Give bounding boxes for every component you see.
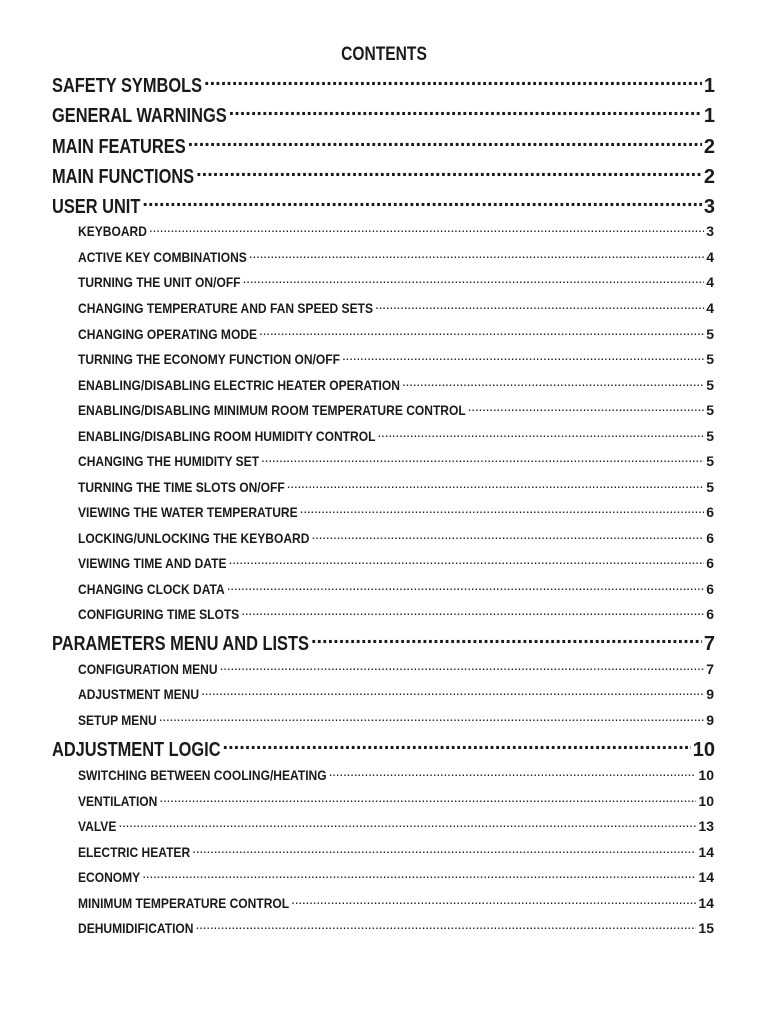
toc-page-number: 5 [706,453,714,469]
toc-section-entry [52,102,715,128]
toc-entry-label: DEHUMIDIFICATION [78,920,194,936]
toc-subsection-entry [78,711,714,728]
dot-leader [241,605,704,619]
toc-entry-label: VALVE [78,818,117,834]
toc-page-number: 10 [698,793,714,809]
toc-subsection-entry [78,452,714,469]
toc-page-number: 10 [692,739,715,761]
toc-section-entry [52,193,715,219]
dot-leader [468,401,704,415]
toc-entry-label: SAFETY SYMBOLS [52,75,203,97]
toc-page-number: 14 [698,895,714,911]
toc-entry-label: TURNING THE UNIT ON/OFF [78,274,241,290]
toc-page-number: 6 [706,606,714,622]
page-title: CONTENTS [341,44,427,65]
toc-entry-label: VIEWING TIME AND DATE [78,555,227,571]
toc-entry-label: TURNING THE TIME SLOTS ON/OFF [78,479,285,495]
toc-entry-label: ADJUSTMENT LOGIC [52,739,221,761]
toc-page-number: 3 [706,223,714,239]
toc-page-number: 3 [703,196,715,218]
dot-leader [342,350,704,364]
toc-entry-label: LOCKING/UNLOCKING THE KEYBOARD [78,530,310,546]
toc-subsection-entry [78,325,714,342]
toc-subsection-entry [78,919,714,936]
toc-page-number: 5 [706,351,714,367]
toc-subsection-entry [78,529,714,546]
toc-page-number: 10 [698,767,714,783]
toc-entry-label: GENERAL WARNINGS [52,105,227,127]
toc-entry-label: CONFIGURATION MENU [78,661,218,677]
toc-entry-label: ENABLING/DISABLING ELECTRIC HEATER OPERATION [78,377,400,393]
dot-leader [220,660,705,674]
toc-entry-label: CHANGING THE HUMIDITY SET [78,453,260,469]
toc-entry-label: ENABLING/DISABLING MINIMUM ROOM TEMPERATURE CONTROL [78,402,466,418]
toc-section-entry [52,72,715,98]
toc-page-number: 15 [698,920,714,936]
dot-leader [311,529,704,543]
dot-leader [249,248,704,262]
dot-leader [192,843,696,857]
dot-leader [261,452,704,466]
toc-page-number: 1 [703,75,715,97]
toc-entry-label: ACTIVE KEY COMBINATIONS [78,249,247,265]
toc-page-number: 5 [706,326,714,342]
toc-subsection-entry [78,660,714,677]
toc-subsection-entry [78,817,714,834]
toc-subsection-entry [78,605,714,622]
toc-page-number: 2 [703,166,715,188]
toc-subsection-entry [78,685,714,702]
toc-page-number: 9 [706,712,714,728]
toc-entry-label: PARAMETERS MENU AND LISTS [52,633,309,655]
toc-page-number: 5 [706,479,714,495]
dot-leader [142,868,696,882]
toc-page-number: 5 [706,402,714,418]
toc-entry-label: MAIN FEATURES [52,136,186,158]
dot-leader [329,766,697,780]
dot-leader [159,792,696,806]
dot-leader [229,102,702,122]
toc-subsection-entry [78,273,714,290]
toc-entry-label: CHANGING OPERATING MODE [78,326,258,342]
toc-page-number: 13 [698,818,714,834]
dot-leader [196,163,702,183]
toc-subsection-entry [78,766,714,783]
toc-entry-label: SETUP MENU [78,712,157,728]
toc-page-number: 6 [706,530,714,546]
dot-leader [188,133,702,153]
toc-subsection-entry [78,222,714,239]
toc-subsection-entry [78,248,714,265]
toc-subsection-entry [78,376,714,393]
toc-page-number: 6 [706,555,714,571]
toc-section-entry [52,736,715,762]
toc-section-entry [52,163,715,189]
toc-page-number: 7 [703,633,715,655]
toc-entry-label: ECONOMY [78,869,141,885]
toc-section-entry [52,133,715,159]
toc-entry-label: ENABLING/DISABLING ROOM HUMIDITY CONTROL [78,428,376,444]
dot-leader [142,193,701,213]
toc-page-number: 6 [706,581,714,597]
toc-page-number: 14 [698,869,714,885]
toc-entry-label: MAIN FUNCTIONS [52,166,195,188]
dot-leader [201,685,704,699]
dot-leader [377,427,704,441]
toc-page-number: 6 [706,504,714,520]
toc-entry-label: ELECTRIC HEATER [78,844,191,860]
toc-page-number: 4 [706,274,714,290]
dot-leader [227,580,705,594]
dot-leader [291,894,696,908]
toc-page-number: 5 [706,428,714,444]
toc-section-entry [52,630,715,656]
toc-subsection-entry [78,792,714,809]
toc-page-number: 9 [706,686,714,702]
toc-entry-label: SWITCHING BETWEEN COOLING/HEATING [78,767,327,783]
toc-entry-label: CHANGING TEMPERATURE AND FAN SPEED SETS [78,300,374,316]
dot-leader [223,736,691,756]
dot-leader [159,711,704,725]
toc-page-number: 4 [706,249,714,265]
toc-entry-label: TURNING THE ECONOMY FUNCTION ON/OFF [78,351,340,367]
dot-leader [259,325,704,339]
toc-page-number: 7 [706,661,714,677]
toc-entry-label: VIEWING THE WATER TEMPERATURE [78,504,298,520]
toc-entry-label: CONFIGURING TIME SLOTS [78,606,240,622]
toc-subsection-entry [78,868,714,885]
dot-leader [375,299,704,313]
toc-page-number: 5 [706,377,714,393]
dot-leader [311,630,702,650]
toc-subsection-entry [78,478,714,495]
toc-subsection-entry [78,554,714,571]
toc-subsection-entry [78,350,714,367]
toc-entry-label: ADJUSTMENT MENU [78,686,200,702]
dot-leader [243,273,705,287]
dot-leader [228,554,704,568]
toc-subsection-entry [78,401,714,418]
toc-subsection-entry [78,843,714,860]
dot-leader [195,919,696,933]
dot-leader [204,72,702,92]
toc-entry-label: KEYBOARD [78,223,147,239]
dot-leader [300,503,705,517]
toc-page-number: 14 [698,844,714,860]
toc-subsection-entry [78,580,714,597]
toc-page-number: 4 [706,300,714,316]
toc-page-number: 1 [703,105,715,127]
dot-leader [118,817,696,831]
dot-leader [402,376,704,390]
toc-entry-label: CHANGING CLOCK DATA [78,581,225,597]
dot-leader [149,222,704,236]
toc-entry-label: USER UNIT [52,196,141,218]
toc-page-number: 2 [703,136,715,158]
toc-subsection-entry [78,299,714,316]
toc-entry-label: VENTILATION [78,793,158,809]
toc-subsection-entry [78,894,714,911]
toc-subsection-entry [78,427,714,444]
dot-leader [287,478,705,492]
toc-subsection-entry [78,503,714,520]
toc-entry-label: MINIMUM TEMPERATURE CONTROL [78,895,290,911]
